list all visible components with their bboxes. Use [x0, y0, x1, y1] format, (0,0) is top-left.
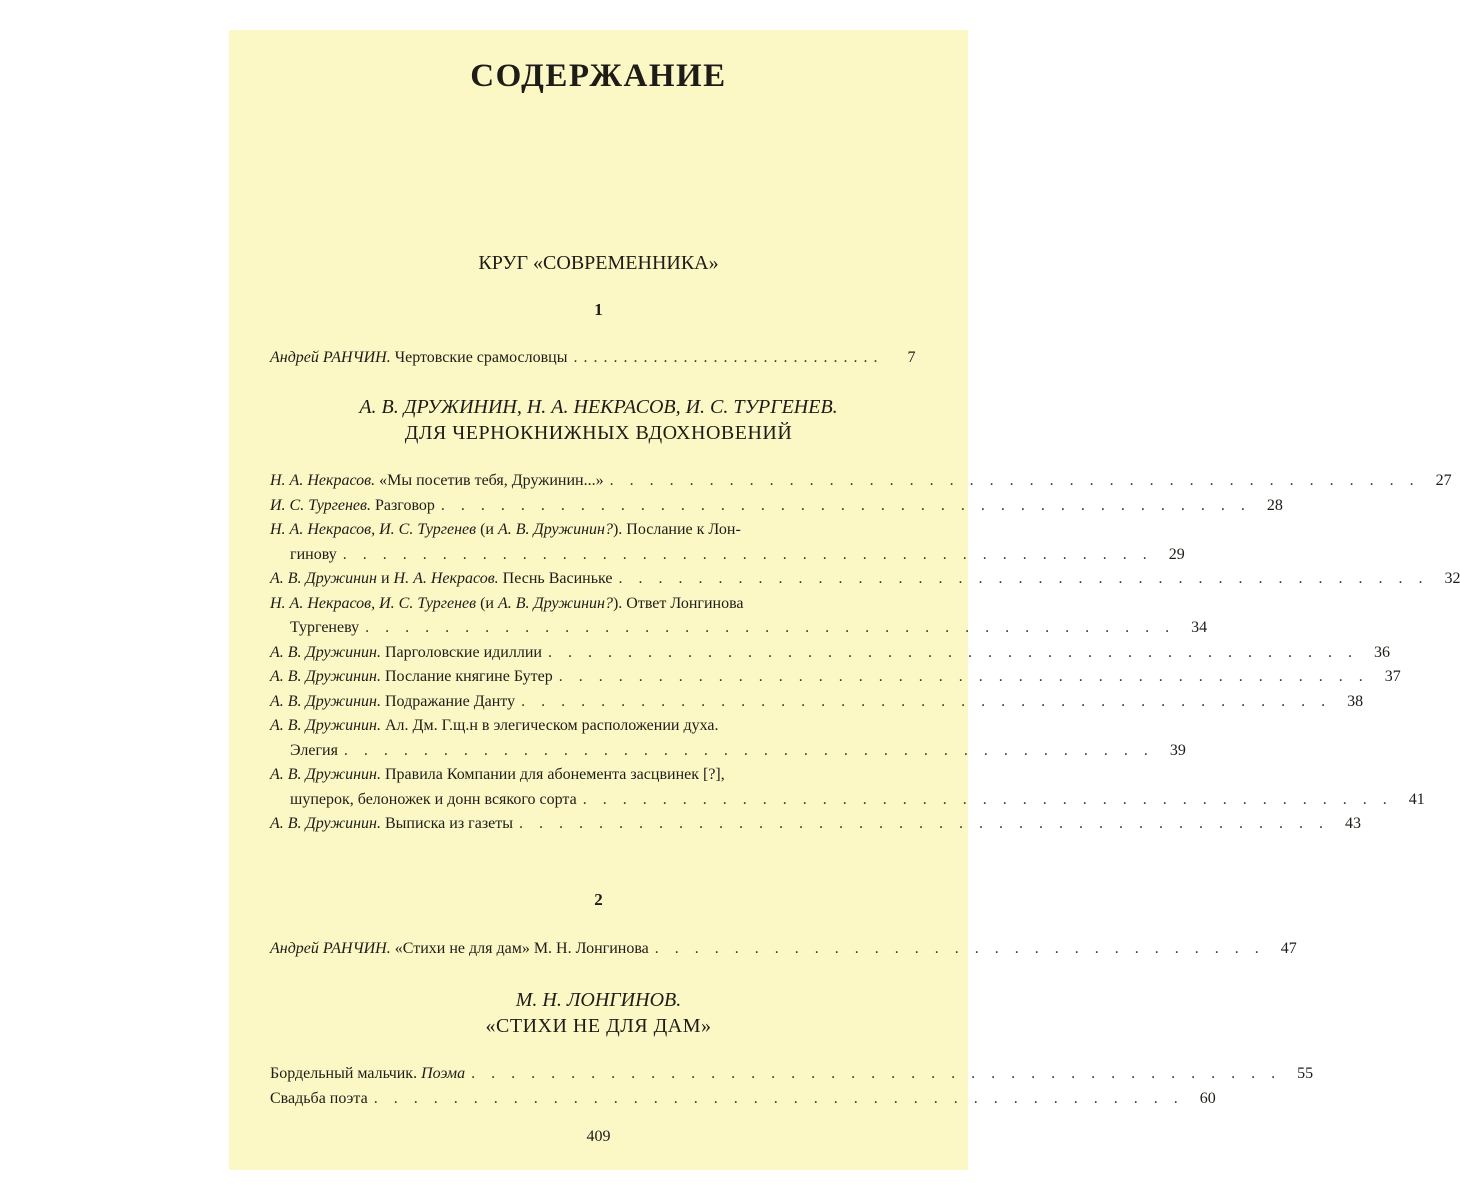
entry-author: Н. А. Некрасов. [393, 570, 499, 587]
section-1-number: 1 [594, 300, 603, 319]
entry-title: Разговор [370, 496, 435, 514]
entry-author: А. В. Дружинин. [270, 643, 381, 661]
section-2-entries [270, 1062, 1314, 1111]
entry-author: Н. А. Некрасов, И. С. Тургенев [270, 594, 477, 612]
page-number: 409 [586, 1128, 611, 1145]
toc-entry: Андрей РАНЧИН. «Стихи не для дам» М. Н. Лонгинова . . . . . . . . . . . . . . . . . . . . . . . . . . . . . . . 47 [270, 937, 888, 962]
entry-page: 29 [1168, 545, 1185, 563]
section-2-number: 2 [594, 890, 603, 909]
entry-title: Ал. Дм. Г.щ.н в элегическом расположении духа. [380, 717, 719, 734]
toc-entry: Андрей РАНЧИН. Чертовские срамословцы ............................... 7 [270, 346, 888, 371]
toc-entry [270, 641, 1390, 666]
toc-entry [270, 812, 1361, 837]
entry-author: А. В. Дружинин. [270, 692, 381, 710]
entry-author: А. В. Дружинин [270, 570, 377, 587]
entry-page: 60 [1199, 1089, 1216, 1107]
leader-dots: ............................... [573, 349, 884, 366]
entry-author: А. В. Дружинин? [497, 594, 613, 612]
entry-title-continued: Тургеневу [290, 619, 360, 636]
entry-title: «Мы посетив тебя, Дружинин...» [375, 472, 604, 489]
toc-entry [270, 494, 1283, 519]
leader-dots: . . . . . . . . . . . . . . . . . . . . . . . . . . . . . . . . . . . . . . . . . [342, 545, 1153, 563]
toc-entry [270, 1087, 1216, 1112]
leader-dots: . . . . . . . . . . . . . . . . . . . . . . . . . . . . . . . . . . . . . . . . . [547, 643, 1358, 661]
entry-title: ). Ответ Лонгинова [612, 594, 744, 612]
leader-dots: . . . . . . . . . . . . . . . . . . . . . . . . . . . . . . . [654, 940, 1265, 957]
entry-title: Выписка из газеты [380, 815, 513, 832]
entry-author: А. В. Дружинин. [270, 815, 381, 832]
leader-dots: . . . . . . . . . . . . . . . . . . . . . . . . . . . . . . . . . . . . . . . . . [365, 619, 1176, 636]
entry-page: 32 [1444, 570, 1460, 587]
entry-author: А. В. Дружинин. [270, 668, 381, 685]
entry-page: 55 [1297, 1065, 1314, 1082]
entry-page: 43 [1344, 815, 1361, 832]
entry-page: 39 [1169, 741, 1186, 759]
leader-dots: . . . . . . . . . . . . . . . . . . . . . . . . . . . . . . . . . . . . . . . . . [373, 1089, 1184, 1107]
entry-page: 38 [1347, 692, 1364, 710]
entry-page: 37 [1384, 668, 1401, 685]
leader-dots: . . . . . . . . . . . . . . . . . . . . . . . . . . . . . . . . . . . . . . . . . [609, 472, 1420, 489]
entry-page: 28 [1266, 496, 1283, 514]
entry-page: 34 [1191, 619, 1208, 636]
entry-page: 41 [1408, 790, 1425, 808]
entry-title: Бордельный мальчик. [270, 1065, 422, 1082]
leader-dots: . . . . . . . . . . . . . . . . . . . . . . . . . . . . . . . . . . . . . . . . . [440, 496, 1251, 514]
entry-author: Н. А. Некрасов, И. С. Тургенев [270, 521, 477, 538]
book-page [229, 30, 1460, 1170]
entry-author: И. С. Тургенев. [270, 496, 371, 514]
section-1-entries [270, 469, 1460, 837]
toc-entry [270, 763, 1425, 812]
entry-author: А. В. Дружинин. [270, 766, 381, 783]
section-1-intro [270, 346, 916, 371]
toc-entry [270, 690, 1364, 715]
entry-title: Подражание Данту [380, 692, 516, 710]
entry-title: Песнь Васиньке [498, 570, 613, 587]
entry-page: 36 [1373, 643, 1390, 661]
leader-dots: . . . . . . . . . . . . . . . . . . . . . . . . . . . . . . . . . . . . . . . . . [582, 790, 1393, 808]
section-2-subheading: М. Н. ЛОНГИНОВ. «СТИХИ НЕ ДЛЯ ДАМ» [485, 989, 712, 1037]
leader-dots: . . . . . . . . . . . . . . . . . . . . . . . . . . . . . . . . . . . . . . . . . [558, 668, 1369, 685]
toc-entry [270, 665, 1401, 690]
entry-author: Н. А. Некрасов. [270, 472, 376, 489]
section-1-subheading: А. В. ДРУЖИНИН, Н. А. НЕКРАСОВ, И. С. ТУРГЕНЕВ. ДЛЯ ЧЕРНОКНИЖНЫХ ВДОХНОВЕНИЙ [359, 396, 838, 444]
part-heading: КРУГ «СОВРЕМЕННИКА» [478, 252, 719, 274]
leader-dots: . . . . . . . . . . . . . . . . . . . . . . . . . . . . . . . . . . . . . . . . . [518, 815, 1329, 832]
toc-entry [270, 1062, 1314, 1087]
entry-title: ). Послание к Лон- [612, 521, 741, 538]
toc-entry [270, 469, 1452, 494]
leader-dots: . . . . . . . . . . . . . . . . . . . . . . . . . . . . . . . . . . . . . . . . . [471, 1065, 1282, 1082]
toc-entry: Н. А. Некрасов, И. С. Тургенев (и А. В. Дружинин?). Послание к Лон- гинову . . . . . . . . . . . . . . . . . . . . . . . . . . . . . . . . . . . . . . . . . 29 [270, 518, 888, 567]
entry-title: Свадьба поэта [270, 1089, 368, 1107]
entry-title-continued: Элегия [290, 741, 338, 759]
entry-title: Правила Компании для абонемента засцвинек [?], [380, 766, 725, 783]
entry-genre: Поэма [421, 1065, 466, 1082]
page-title: СОДЕРЖАНИЕ [470, 58, 727, 94]
toc-entry: Н. А. Некрасов, И. С. Тургенев (и А. В. Дружинин?). Ответ Лонгинова Тургеневу . . . . . . . . . . . . . . . . . . . . . . . . . . . . . . . . . . . . . . . . . 34 [270, 592, 888, 641]
entry-page: 27 [1435, 472, 1452, 489]
entry-author: А. В. Дружинин? [497, 521, 613, 538]
leader-dots: . . . . . . . . . . . . . . . . . . . . . . . . . . . . . . . . . . . . . . . . . [618, 570, 1429, 587]
leader-dots: . . . . . . . . . . . . . . . . . . . . . . . . . . . . . . . . . . . . . . . . . [343, 741, 1154, 759]
leader-dots: . . . . . . . . . . . . . . . . . . . . . . . . . . . . . . . . . . . . . . . . . [521, 692, 1332, 710]
entry-title: Послание княгине Бутер [380, 668, 553, 685]
entry-author: А. В. Дружинин. [270, 717, 381, 734]
entry-title-continued: гинову [290, 545, 337, 563]
entry-title: Парголовские идиллии [380, 643, 542, 661]
toc-entry: А. В. Дружинин и Н. А. Некрасов. Песнь Васиньке . . . . . . . . . . . . . . . . . . . . . . . . . . . . . . . . . . . . . . . . . 32 [270, 567, 888, 592]
toc-entry [270, 714, 1186, 763]
section-2-intro [270, 937, 1297, 962]
entry-title-continued: шуперок, белоножек и донн всякого сорта [290, 790, 577, 808]
